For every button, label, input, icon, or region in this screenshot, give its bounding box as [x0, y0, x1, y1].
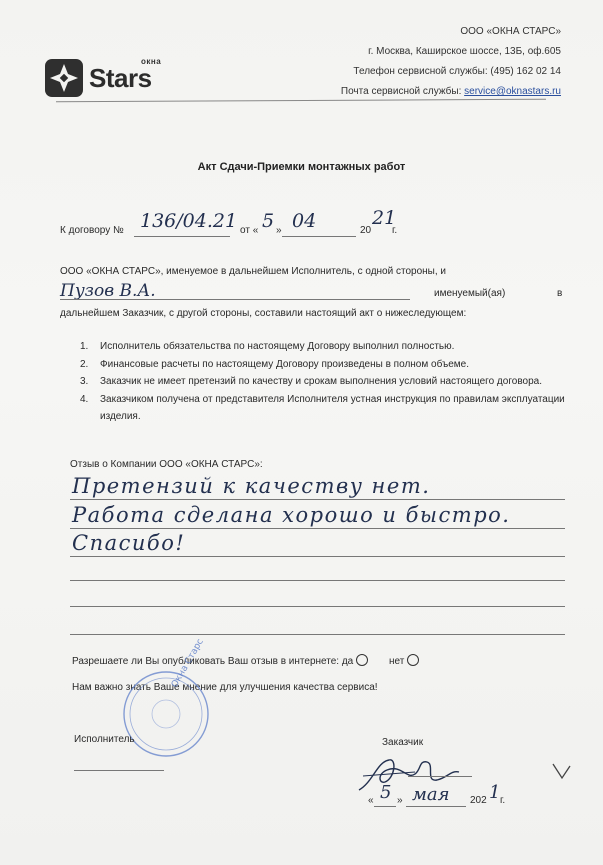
stamp-text: Окна Старс	[169, 637, 206, 690]
list-item: 2. Финансовые расчеты по настоящему Договору произведены в полном объеме.	[80, 358, 469, 370]
list-item: 3. Заказчик не имеет претензий по качеству и срокам выполнения условий настоящего договора.	[80, 376, 542, 387]
terms-list	[80, 338, 570, 426]
review-underline-1	[70, 499, 565, 500]
review-underline-3	[70, 556, 565, 557]
publish-question-text: Разрешаете ли Вы опубликовать Ваш отзыв в интернете: да	[72, 656, 354, 667]
contract-day: 5	[262, 210, 275, 232]
contract-from: от «	[240, 225, 259, 236]
review-line-2: Работа сделана хорошо и быстро.	[72, 503, 511, 527]
publish-yes-radio[interactable]	[356, 654, 368, 666]
corner-mark	[550, 760, 574, 782]
footer-date-open: «	[368, 795, 374, 806]
review-line-3: Спасибо!	[72, 531, 186, 555]
review-underline-5	[70, 606, 565, 607]
customer-name-line	[60, 299, 410, 300]
contract-mid: »	[276, 225, 282, 236]
list-item: 4. Заказчиком получена от представителя Исполнителя устная инструкция по правилам эксплуатации изделия.	[80, 393, 565, 422]
parties-line-1: ООО «ОКНА СТАРС», именуемое в дальнейшем Исполнитель, с одной стороны, и	[60, 266, 446, 277]
review-underline-4	[70, 580, 565, 581]
parties-line-3: дальнейшем Заказчик, с другой стороны, составили настоящий акт о нижеследующем:	[60, 308, 467, 319]
parties-line-2-end: в	[557, 288, 563, 299]
document-title: Акт Сдачи-Приемки монтажных работ	[197, 161, 406, 173]
footer-month-line	[406, 806, 466, 807]
footer-date-year-digit: 1	[489, 782, 501, 803]
footer-date-day: 5	[380, 782, 392, 803]
review-underline-6	[70, 634, 565, 635]
customer-name-handwritten: Пузов В.А.	[60, 281, 156, 301]
email-link[interactable]: service@oknastars.ru	[464, 86, 561, 97]
publish-no-radio[interactable]	[407, 654, 419, 666]
logo-stars-text: Stars	[89, 62, 152, 93]
company-phone: Телефон сервисной службы: (495) 162 02 14	[353, 66, 561, 77]
contract-number-line	[134, 236, 230, 237]
logo-star-icon	[44, 58, 84, 98]
footer-date-month: мая	[412, 784, 450, 805]
important-note: Нам важно знать Ваше мнение для улучшения качества сервиса!	[72, 682, 378, 693]
company-logo	[44, 56, 162, 98]
parties-line-2-mid: именуемый(ая)	[434, 288, 506, 299]
contract-prefix: К договору №	[60, 225, 124, 236]
review-line-1: Претензий к качеству нет.	[72, 474, 431, 498]
contract-number: 136/04.21	[140, 210, 238, 232]
review-label: Отзыв о Компании ООО «ОКНА СТАРС»:	[70, 459, 263, 470]
contract-year-suffix: 21	[372, 207, 397, 229]
contract-month-line	[282, 236, 356, 237]
review-underline-2	[70, 528, 565, 529]
company-stamp	[122, 637, 210, 758]
footer-date-year-end: г.	[500, 795, 506, 806]
footer-date-close: »	[397, 795, 403, 806]
company-info	[341, 22, 561, 102]
footer-date-year-prefix: 202	[470, 795, 487, 806]
executor-label: Исполнитель	[74, 734, 135, 745]
contract-year-end: г.	[392, 225, 398, 236]
company-address: г. Москва, Каширское шоссе, 13Б, оф.605	[368, 46, 561, 57]
customer-signature-line	[408, 776, 472, 777]
contract-month: 04	[292, 210, 317, 232]
logo-okna-text: окна	[141, 56, 162, 66]
email-label: Почта сервисной службы:	[340, 86, 465, 97]
executor-signature-line	[74, 770, 164, 771]
company-name: ООО «ОКНА СТАРС»	[460, 26, 561, 37]
contract-year-prefix: 20	[360, 225, 372, 236]
customer-label: Заказчик	[382, 737, 424, 748]
list-item: 1. Исполнитель обязательства по настоящему Договору выполнил полностью.	[80, 341, 455, 352]
publish-question	[72, 654, 419, 667]
publish-no-label: нет	[389, 656, 405, 667]
footer-day-line	[374, 806, 396, 807]
